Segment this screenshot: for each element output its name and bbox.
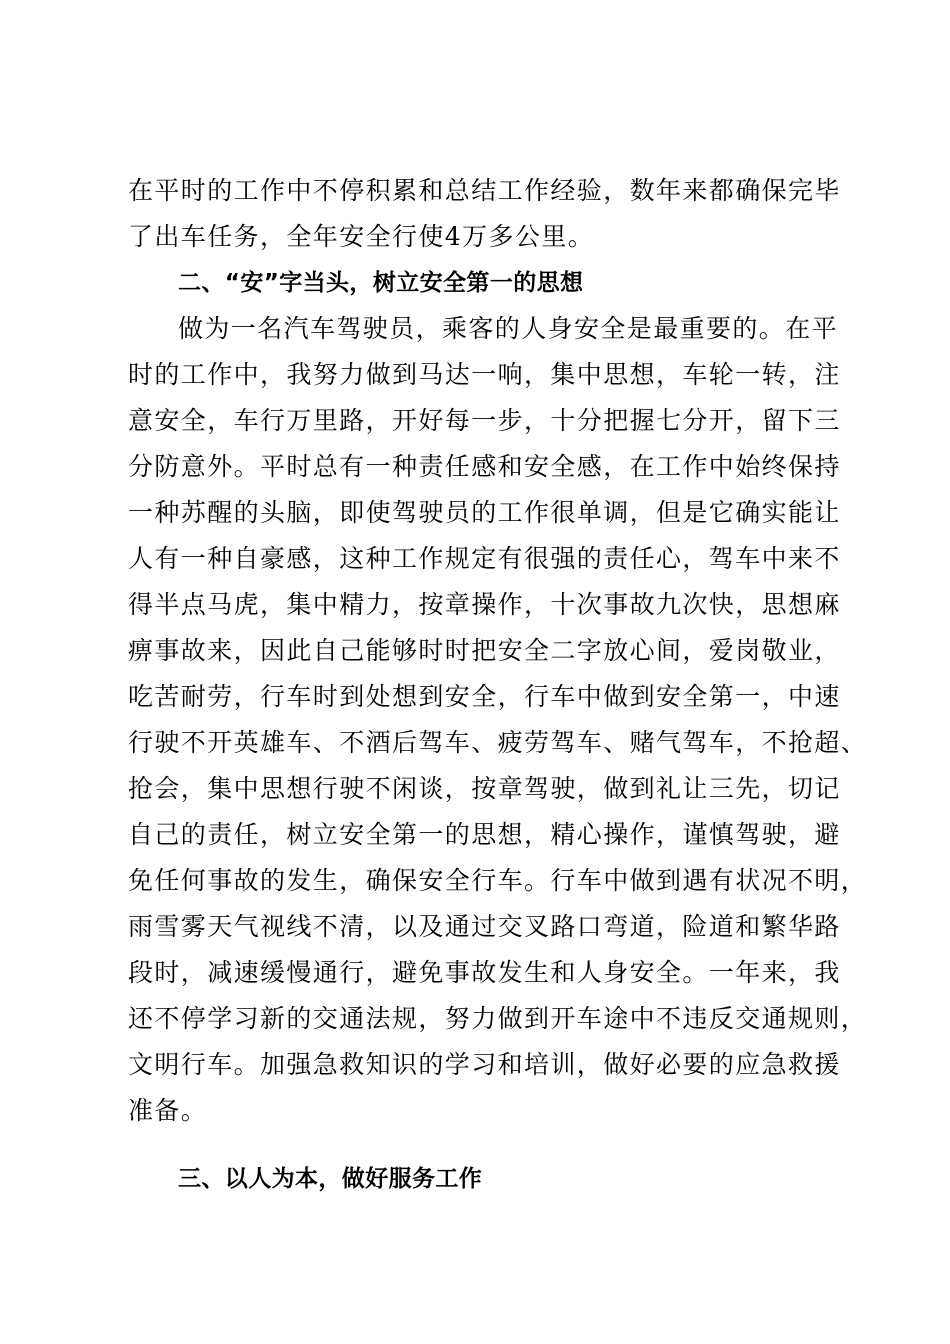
paragraph-line: 人有一种自豪感，这种工作规定有很强的责任心，驾车中来不: [128, 544, 841, 573]
paragraph-line: 行驶不开英雄车、不酒后驾车、疲劳驾车、赌气驾车，不抢超、: [128, 728, 868, 757]
paragraph-line: 做为一名汽车驾驶员，乘客的人身安全是最重要的。在平: [178, 314, 839, 343]
paragraph-line: 吃苦耐劳，行车时到处想到安全，行车中做到安全第一，中速: [128, 682, 841, 711]
paragraph-line: 意安全，车行万里路，开好每一步，十分把握七分开，留下三: [128, 406, 841, 435]
paragraph-line: 段时，减速缓慢通行，避免事故发生和人身安全。一年来，我: [128, 958, 841, 987]
paragraph-line: 得半点马虎，集中精力，按章操作，十次事故九次快，思想麻: [128, 590, 841, 619]
paragraph-line: 分防意外。平时总有一种责任感和安全感，在工作中始终保持: [128, 452, 841, 481]
paragraph-line: 免任何事故的发生，确保安全行车。行车中做到遇有状况不明，: [128, 866, 868, 895]
paragraph-line: 在平时的工作中不停积累和总结工作经验，数年来都确保完毕: [128, 176, 841, 205]
paragraph-line: 了出车任务，全年安全行使4万多公里。: [128, 222, 595, 251]
paragraph-line: 抢会，集中思想行驶不闲谈，按章驾驶，做到礼让三先，切记: [128, 774, 841, 803]
paragraph-1: [128, 168, 840, 260]
paragraph-line: 文明行车。加强急救知识的学习和培训，做好必要的应急救援: [128, 1050, 841, 1079]
paragraph-line: 时的工作中，我努力做到马达一响，集中思想，车轮一转，注: [128, 360, 841, 389]
paragraph-line: 一种苏醒的头脑，即使驾驶员的工作很单调，但是它确实能让: [128, 498, 841, 527]
paragraph-line: 雨雪雾天气视线不清，以及通过交叉路口弯道，险道和繁华路: [128, 912, 841, 941]
document-body: [128, 168, 868, 1202]
paragraph-line: 自己的责任，树立安全第一的思想，精心操作，谨慎驾驶，避: [128, 820, 841, 849]
paragraph-2: [128, 306, 868, 1134]
paragraph-line: 痹事故来，因此自己能够时时把安全二字放心间，爱岗敬业，: [128, 636, 841, 665]
paragraph-line: 准备。: [128, 1096, 208, 1125]
section-heading-2: 二、“安”字当头，树立安全第一的思想: [178, 270, 584, 296]
paragraph-line: 还不停学习新的交通法规，努力做到开车途中不违反交通规则，: [128, 1004, 868, 1033]
section-heading-3: 三、以人为本，做好服务工作: [178, 1166, 483, 1192]
